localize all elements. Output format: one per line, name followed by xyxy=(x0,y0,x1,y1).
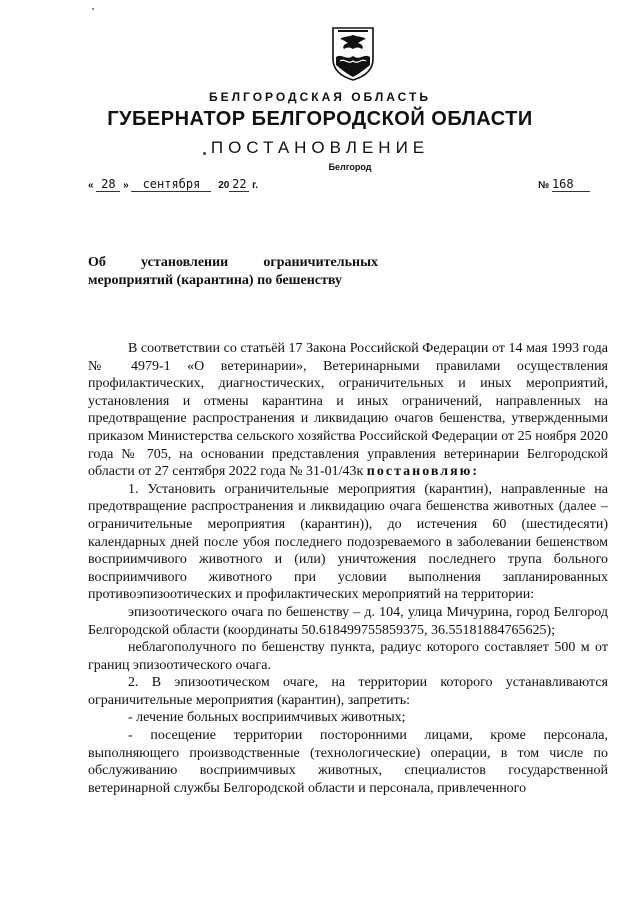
date-close-quote: » xyxy=(123,180,129,191)
number-value: 168 xyxy=(552,177,590,192)
city-name: Белгород xyxy=(328,162,372,172)
document-date xyxy=(88,177,258,192)
paragraph-ban-visits: - посещение территории посторонними лицами, кроме персонала, выполняющего производственные (технологические) операции, в том числе по обслуживанию восприимчивых животных, специалистов государственной ветеринарной службы Белгородской области и персонала, привлеченного xyxy=(88,728,608,796)
paragraph-item-1: 1. Установить ограничительные мероприятия (карантин), направленные на предотвращение распространения и ликвидацию очага бешенства животных (далее – ограничительные мероприятия (карантин)), до истечения 60 (шестидесяти) календарных дней после убоя последнего подозреваемого в заболевании бешенством восприимчивого животного и (или) уничтожения последнего трупа больного восприимчивого животного при условии выполнения запланированных противоэпизоотических и профилактических мероприятий на территории: xyxy=(88,481,608,603)
date-year-suffix: 22 xyxy=(229,177,249,192)
date-year-prefix: 20 xyxy=(218,180,230,191)
title-line-1: Об установлении ограничительных xyxy=(88,255,378,270)
date-month: сентября xyxy=(131,177,211,192)
paragraph-preamble xyxy=(88,340,608,481)
paragraph-focus: эпизоотического очага по бешенству – д. 104, улица Мичурина, город Белгород Белгородской области (координаты 50.618499755859375, 36.55181884765625); xyxy=(88,604,608,638)
governor-heading: ГУБЕРНАТОР БЕЛГОРОДСКОЙ ОБЛАСТИ xyxy=(107,108,533,130)
date-year-unit: г. xyxy=(252,180,259,191)
date-day: 28 xyxy=(96,177,120,192)
paragraph-ban-treatment: - лечение больных восприимчивых животных; xyxy=(128,710,406,726)
title-line-2: мероприятий (карантина) по бешенству xyxy=(88,273,342,288)
document-body xyxy=(88,340,608,797)
number-sign: № xyxy=(538,180,550,191)
document-title xyxy=(88,254,378,290)
paragraph-unfavorable-point: неблагополучного по бешенству пункта, радиус которого составляет 500 м от границ эпизоотического очага. xyxy=(88,640,608,673)
document-number xyxy=(538,177,590,192)
decree-word: постановляю: xyxy=(366,464,480,480)
date-open-quote: « xyxy=(88,180,94,191)
scan-speck xyxy=(92,8,94,10)
preamble-text: В соответствии со статьёй 17 Закона Российской Федерации от 14 мая 1993 года № 4979-1 «О ветеринарии», Ветеринарными правилами осуществления профилактических, диагностических, ограничительных и иных мероприятий, установления и отмены карантина и иных ограничений, направленных на предотвращение распространения и ликвидацию очагов бешенства, утвержденными приказом Министерства сельского хозяйства Российской Федерации от 25 ноября 2020 года № 705, на основании представления управления ветеринарии Белгородской области от 27 сентября 2022 года № 31-01/43к xyxy=(88,341,608,480)
coat-of-arms-icon xyxy=(330,25,376,81)
region-name: БЕЛГОРОДСКАЯ ОБЛАСТЬ xyxy=(209,90,431,104)
paragraph-item-2: 2. В эпизоотическом очаге, на территории которого устанавливаются ограничительные мероприятия (карантин), запретить: xyxy=(88,675,608,708)
document-type: ПОСТАНОВЛЕНИЕ xyxy=(210,138,430,157)
